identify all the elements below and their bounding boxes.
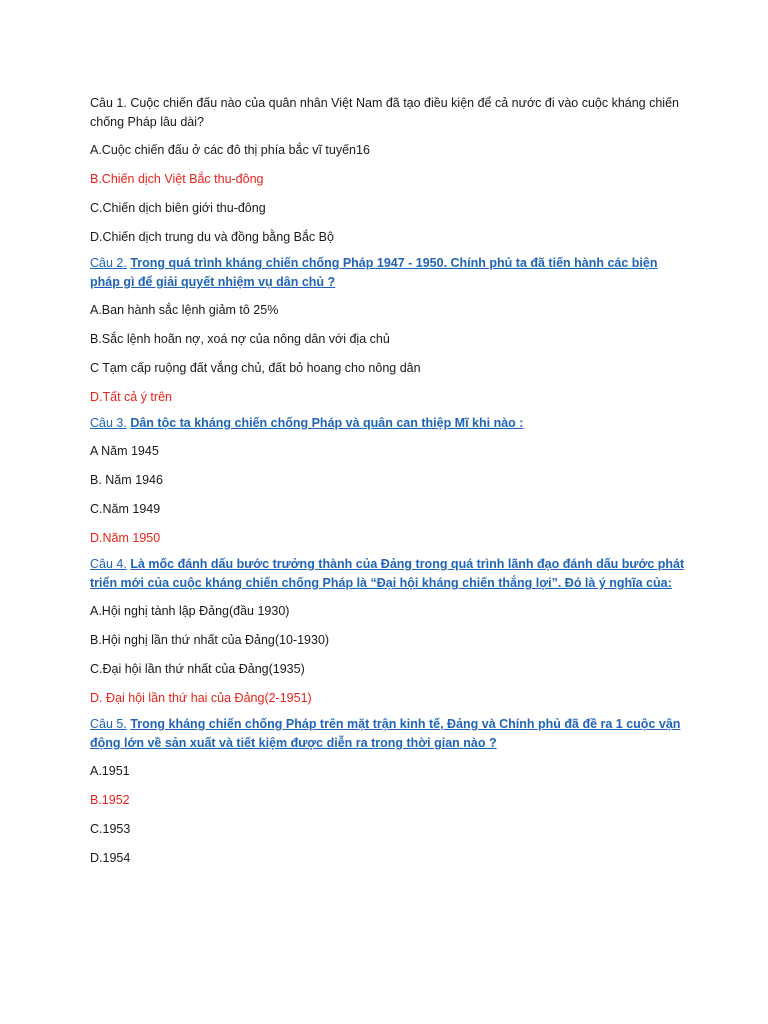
question-1 (90, 94, 690, 132)
question-2-answer-a: A.Ban hành sắc lệnh giảm tô 25% (90, 303, 279, 317)
question-1-answer-d: D.Chiến dịch trung du và đồng bằng Bắc Bộ (90, 230, 334, 244)
question-2[interactable] (90, 254, 690, 292)
question-2-number[interactable]: Câu 2. (90, 256, 127, 270)
question-5-answer-b-correct: B.1952 (90, 793, 130, 807)
question-1-number: Câu 1. (90, 96, 127, 110)
question-5-answer-a: A.1951 (90, 764, 130, 778)
question-3-number[interactable]: Câu 3. (90, 416, 127, 430)
quiz-document (90, 94, 690, 878)
question-2-answer-d-correct: D.Tất cả ý trên (90, 390, 172, 404)
question-3-text[interactable]: Dân tộc ta kháng chiến chống Pháp và quân can thiệp Mĩ khi nào : (130, 416, 524, 430)
question-3-answer-b: B. Năm 1946 (90, 473, 163, 487)
question-1-answer-c: C.Chiến dịch biên giới thu-đông (90, 201, 266, 215)
question-2-text[interactable]: Trong quá trình kháng chiến chống Pháp 1947 - 1950. Chính phủ ta đã tiến hành các biện pháp gì để giải quyết nhiệm vụ dân chủ ? (90, 256, 658, 289)
question-1-answer-a: A.Cuộc chiến đấu ở các đô thị phía bắc vĩ tuyến16 (90, 143, 370, 157)
question-5-number[interactable]: Câu 5. (90, 717, 127, 731)
question-4[interactable] (90, 555, 690, 593)
question-4-answer-a: A.Hội nghị tành lập Đảng(đầu 1930) (90, 604, 290, 618)
question-4-answer-c: C.Đại hội lần thứ nhất của Đảng(1935) (90, 662, 305, 676)
question-3-answer-a: A Năm 1945 (90, 444, 159, 458)
question-5[interactable] (90, 715, 690, 753)
question-4-text[interactable]: Là mốc đánh dấu bước trưởng thành của Đảng trong quá trình lãnh đạo đánh dấu bước phát triển mới của cuộc kháng chiến chống Pháp là “Đại hội kháng chiến thắng lợi”. Đó là ý nghĩa của: (90, 557, 685, 590)
question-2-answer-b: B.Sắc lệnh hoãn nợ, xoá nợ của nông dân với địa chủ (90, 332, 390, 346)
question-3-answer-c: C.Năm 1949 (90, 502, 161, 516)
question-1-answer-b-correct: B.Chiến dịch Việt Bắc thu-đông (90, 172, 264, 186)
question-4-number[interactable]: Câu 4. (90, 557, 127, 571)
question-1-text: Cuộc chiến đấu nào của quân nhân Việt Nam đã tạo điều kiện để cả nước đi vào cuộc kháng chiến chống Pháp lâu dài? (90, 96, 679, 129)
question-3-answer-d-correct: D.Năm 1950 (90, 531, 161, 545)
question-5-answer-d: D.1954 (90, 851, 131, 865)
question-5-answer-c: C.1953 (90, 822, 131, 836)
question-5-text[interactable]: Trong kháng chiến chống Pháp trên mặt trận kinh tế, Đảng và Chính phủ đã đề ra 1 cuộc vận động lớn về sản xuất và tiết kiệm được diễn ra trong thời gian nào ? (90, 717, 681, 750)
question-4-answer-b: B.Hội nghị lần thứ nhất của Đảng(10-1930) (90, 633, 330, 647)
question-4-answer-d-correct: D. Đại hội lần thứ hai của Đảng(2-1951) (90, 691, 312, 705)
question-2-answer-c: C Tạm cấp ruộng đất vắng chủ, đất bỏ hoang cho nông dân (90, 361, 421, 375)
question-3[interactable] (90, 414, 690, 433)
